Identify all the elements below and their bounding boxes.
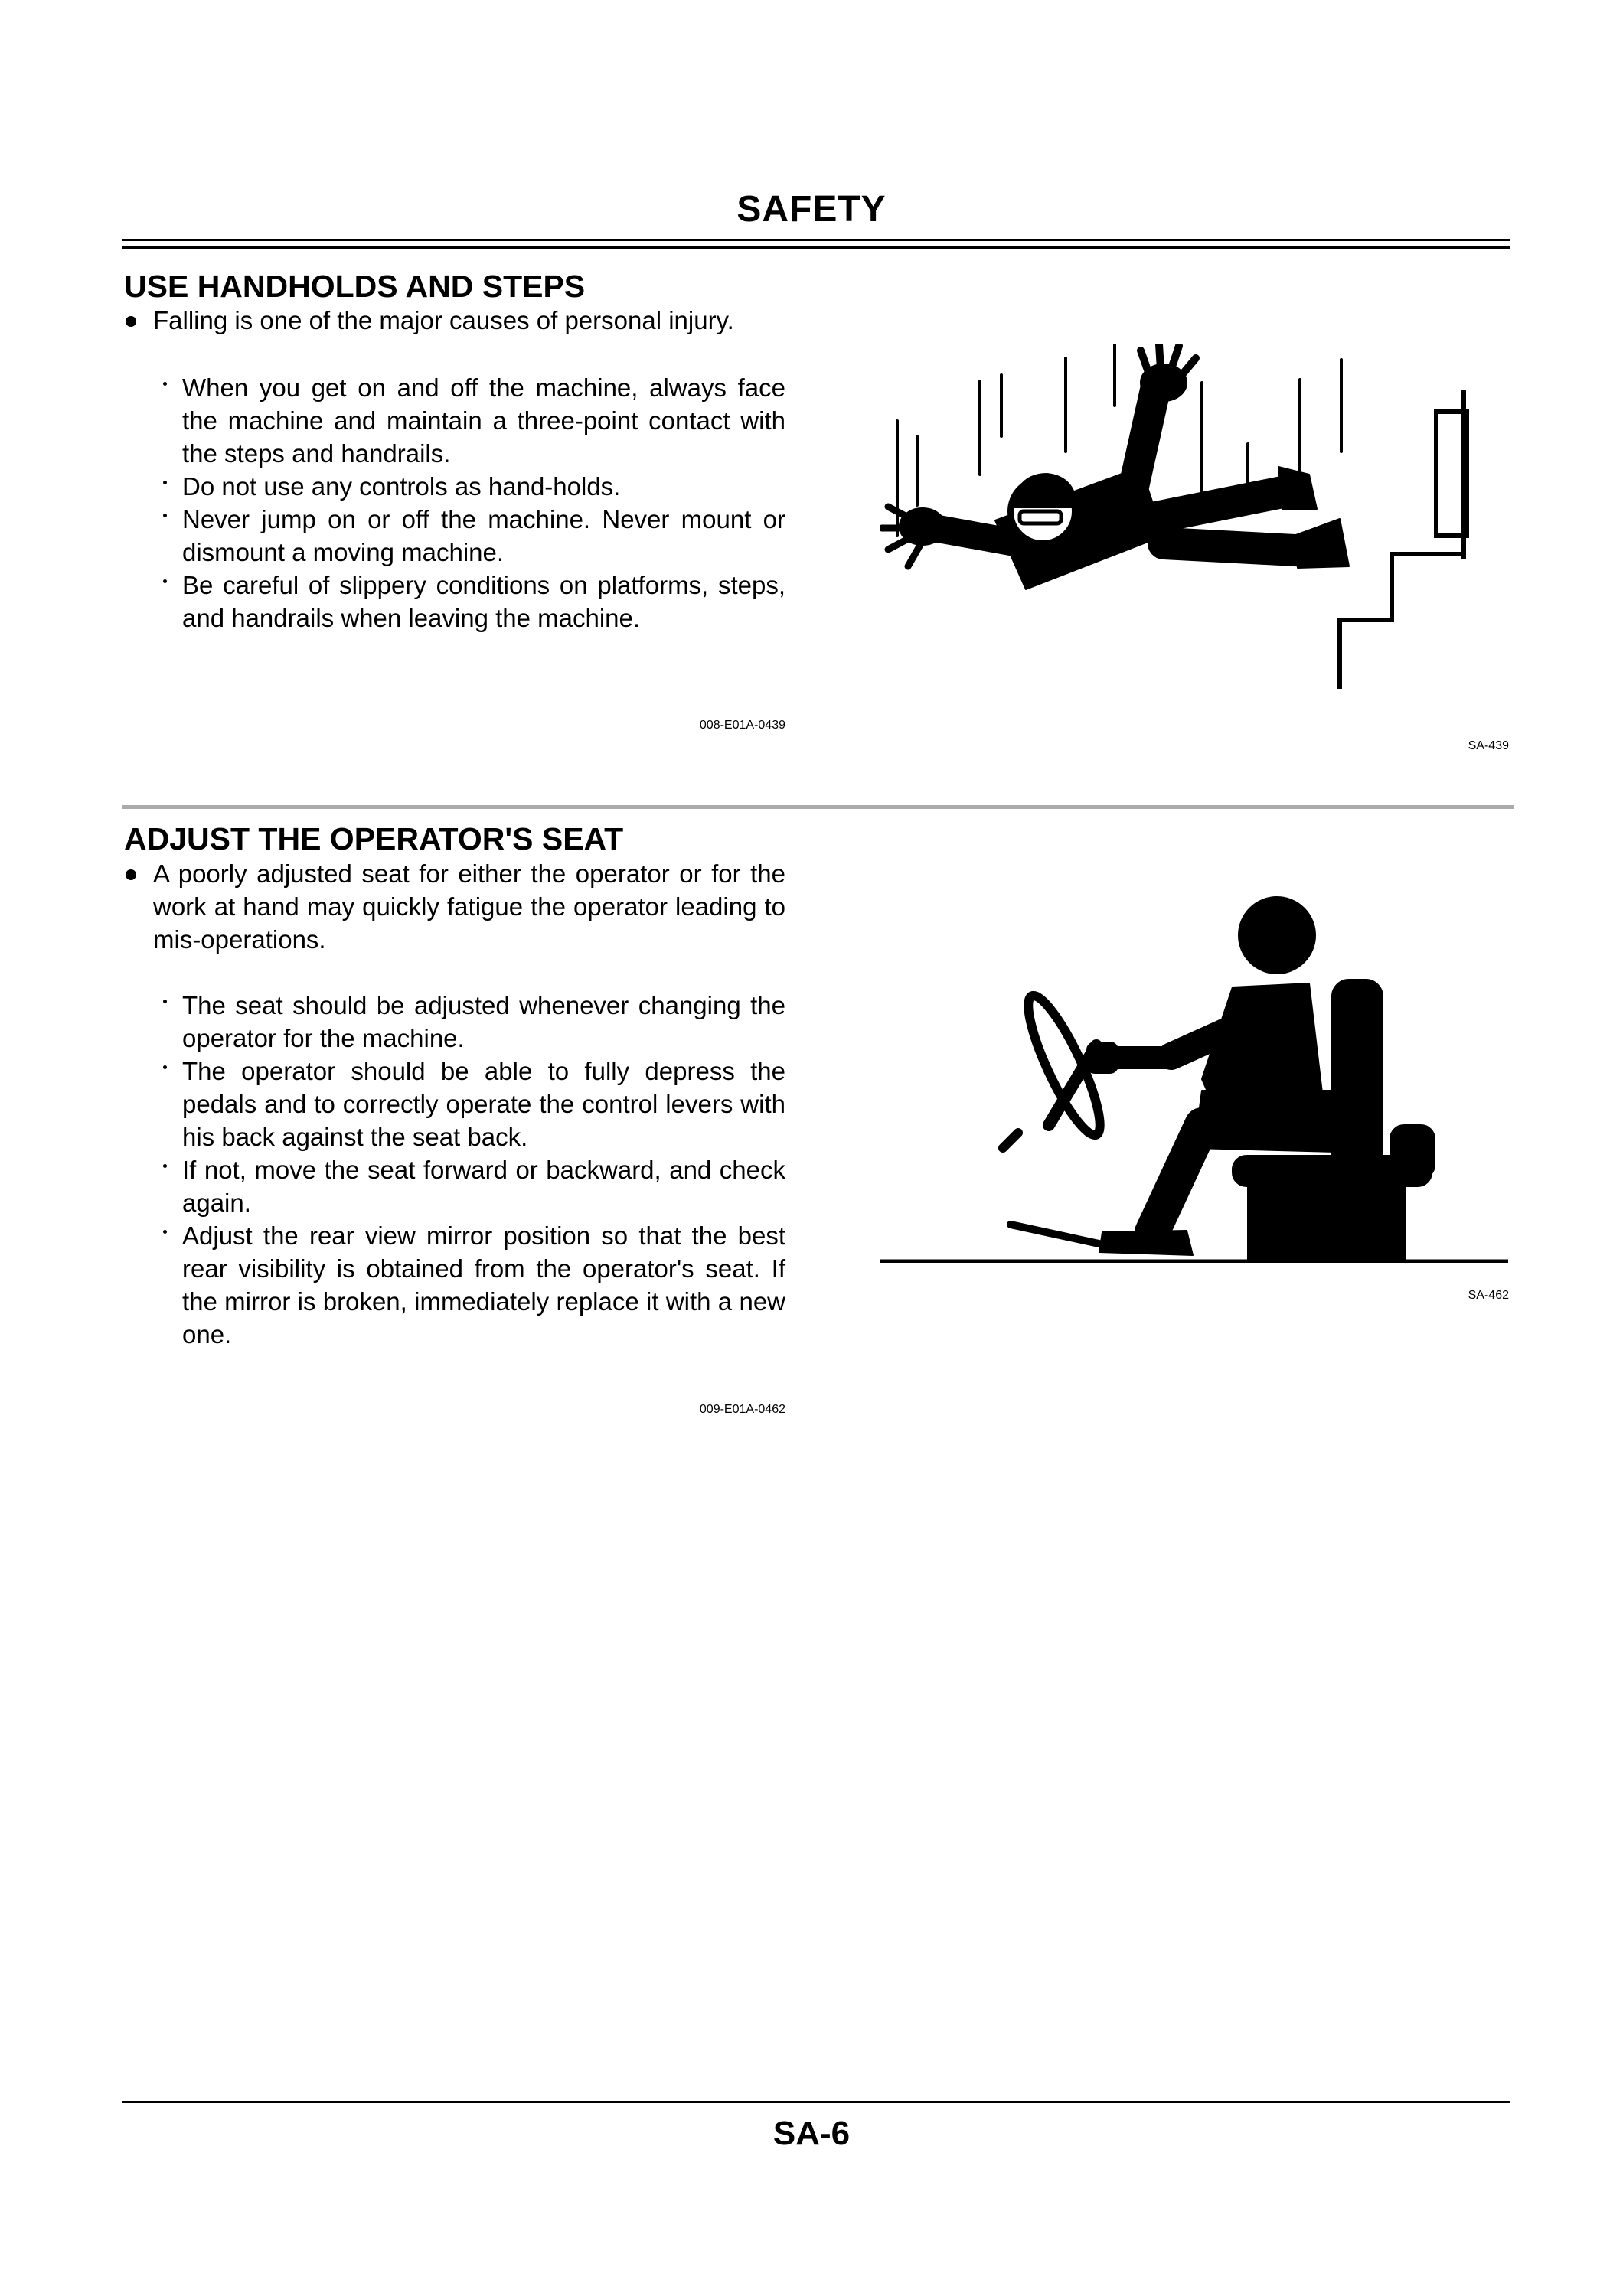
list-item: The seat should be adjusted whenever changing the operator for the machine.: [182, 989, 785, 1055]
list-item: If not, move the seat forward or backward, and check again.: [182, 1153, 785, 1219]
list-item: The operator should be able to fully depress the pedals and to correctly operate the control levers with his back against the seat back.: [182, 1055, 785, 1153]
intro-text: A poorly adjusted seat for either the operator or for the work at hand may quickly fatigue the operator leading to mis-operations.: [153, 859, 785, 954]
bullet-list-seat: [182, 989, 785, 1351]
list-item: Do not use any controls as hand-holds.: [182, 470, 785, 503]
section-title-seat: ADJUST THE OPERATOR'S SEAT: [124, 821, 624, 856]
section-divider: [122, 805, 1514, 809]
seated-operator-icon: [873, 895, 1516, 1263]
section-intro-handholds: [153, 304, 785, 337]
bullet-dot-icon: [126, 316, 136, 327]
document-code-handholds: 008-E01A-0439: [699, 719, 785, 732]
intro-text: Falling is one of the major causes of personal injury.: [153, 306, 734, 334]
section-intro-seat: [153, 857, 785, 956]
page-number: SA-6: [772, 2115, 851, 2152]
list-item: When you get on and off the machine, always face the machine and maintain a three-point contact with the steps and handrails.: [182, 371, 785, 470]
header-rule-bottom: [122, 246, 1510, 249]
page-header-title: SAFETY: [736, 189, 887, 230]
bullet-dot-icon: [126, 869, 136, 880]
footer-rule: [122, 2101, 1510, 2103]
figure-label-sa-462: SA-462: [1468, 1289, 1509, 1302]
falling-person-icon: [880, 344, 1478, 704]
document-code-seat: 009-E01A-0462: [699, 1403, 785, 1416]
list-item: Be careful of slippery conditions on platforms, steps, and handrails when leaving the machine.: [182, 569, 785, 634]
header-rule-top: [122, 239, 1510, 241]
list-item: Adjust the rear view mirror position so that the best rear visibility is obtained from the operator's seat. If the mirror is broken, immediately replace it with a new one.: [182, 1219, 785, 1351]
list-item: Never jump on or off the machine. Never mount or dismount a moving machine.: [182, 503, 785, 569]
bullet-list-handholds: [182, 371, 785, 634]
section-title-handholds: USE HANDHOLDS AND STEPS: [124, 269, 586, 304]
figure-label-sa-439: SA-439: [1468, 739, 1509, 752]
